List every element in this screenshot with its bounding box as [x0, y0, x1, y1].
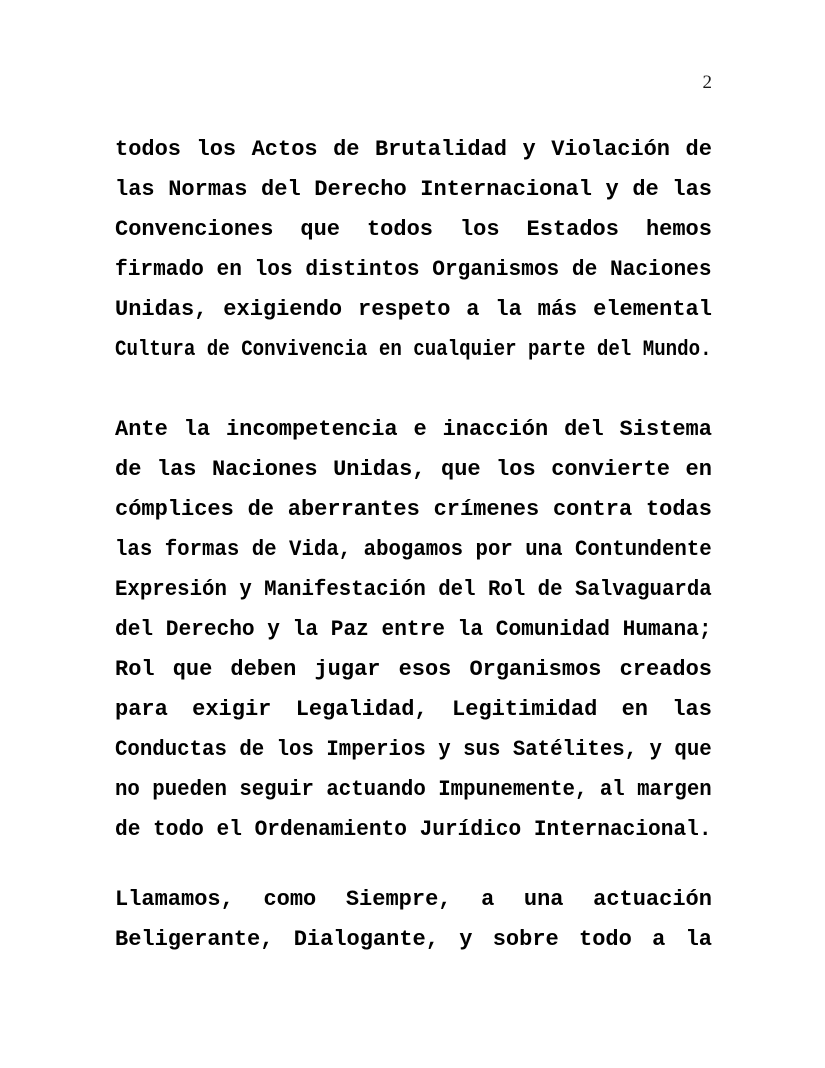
word: la: [685, 927, 712, 952]
text-line: [115, 920, 712, 960]
paragraph: [115, 130, 712, 370]
word: del: [564, 417, 604, 442]
word: como: [263, 887, 317, 912]
page-number: 2: [702, 72, 712, 93]
word: Siempre,: [345, 887, 452, 912]
word: las: [672, 177, 712, 202]
text-line: [115, 410, 712, 450]
word: a: [466, 297, 480, 322]
word: crímenes: [433, 497, 540, 522]
word: Legitimidad: [452, 697, 598, 722]
word: todas: [645, 497, 712, 522]
word: Beligerante,: [115, 927, 274, 952]
text-line: Expresión y Manifestación del Rol de Salvaguarda: [115, 577, 712, 602]
text-line: firmado en los distintos Organismos de Naciones: [115, 257, 712, 282]
word: de: [685, 137, 712, 162]
word: más: [537, 297, 578, 322]
word: Convenciones: [115, 217, 274, 242]
text-line: [115, 170, 712, 210]
word: respeto: [358, 297, 451, 322]
word: Estados: [526, 217, 619, 242]
paragraph: [115, 410, 712, 850]
word: incompetencia: [225, 417, 398, 442]
word: deben: [230, 657, 297, 682]
word: hemos: [645, 217, 712, 242]
word: las: [115, 177, 155, 202]
word: cómplices: [115, 497, 234, 522]
word: la: [495, 297, 522, 322]
word: actuación: [593, 887, 712, 912]
word: Unidas,: [333, 457, 426, 482]
word: jugar: [314, 657, 381, 682]
word: e: [413, 417, 427, 442]
word: y: [459, 927, 473, 952]
word: Violación: [551, 137, 671, 162]
text-line: no pueden seguir actuando Impunemente, al margen: [115, 777, 712, 802]
word: Llamamos,: [115, 887, 234, 912]
word: Rol: [115, 657, 155, 682]
word: de: [115, 457, 142, 482]
word: Legalidad,: [295, 697, 428, 722]
text-line: de todo el Ordenamiento Jurídico Internacional.: [115, 817, 712, 842]
text-line: [115, 210, 712, 250]
word: Actos: [251, 137, 318, 162]
word: y: [605, 177, 619, 202]
word: contra: [552, 497, 633, 522]
word: Brutalidad: [374, 137, 508, 162]
word: los: [196, 137, 237, 162]
word: del: [261, 177, 301, 202]
word: a: [481, 887, 495, 912]
word: Organismos: [469, 657, 602, 682]
word: en: [685, 457, 712, 482]
word: Naciones: [211, 457, 318, 482]
word: de: [247, 497, 274, 522]
word: una: [523, 887, 564, 912]
word: convierte: [551, 457, 671, 482]
word: aberrantes: [287, 497, 420, 522]
word: a: [652, 927, 666, 952]
word: todos: [115, 137, 182, 162]
word: para: [115, 697, 168, 722]
word: Internacional: [420, 177, 592, 202]
word: que: [300, 217, 341, 242]
word: Derecho: [314, 177, 407, 202]
word: Normas: [168, 177, 248, 202]
text-line: Conductas de los Imperios y sus Satélites, y que: [115, 737, 712, 762]
text-line: [115, 650, 712, 690]
text-line: Cultura de Convivencia en cualquier parte del Mundo.: [115, 337, 712, 362]
text-line: [115, 290, 712, 330]
word: elemental: [593, 297, 712, 322]
word: exigiendo: [223, 297, 343, 322]
text-line: las formas de Vida, abogamos por una Contundente: [115, 537, 712, 562]
word: que: [441, 457, 481, 482]
word: los: [496, 457, 536, 482]
word: todos: [366, 217, 433, 242]
paragraph: [115, 880, 712, 960]
word: en: [621, 697, 649, 722]
word: inacción: [442, 417, 549, 442]
word: los: [459, 217, 500, 242]
word: que: [172, 657, 213, 682]
word: las: [156, 457, 197, 482]
word: exigir: [192, 697, 272, 722]
word: creados: [619, 657, 712, 682]
word: Dialogante,: [293, 927, 439, 952]
word: las: [672, 697, 712, 722]
text-line: [115, 880, 712, 920]
word: de: [632, 177, 659, 202]
text-line: [115, 690, 712, 730]
text-line: [115, 130, 712, 170]
word: Sistema: [619, 417, 712, 442]
text-line: del Derecho y la Paz entre la Comunidad Humana;: [115, 617, 712, 642]
text-line: [115, 450, 712, 490]
word: la: [183, 417, 211, 442]
word: Unidas,: [115, 297, 208, 322]
word: de: [333, 137, 360, 162]
document-body: [115, 130, 712, 960]
word: todo: [579, 927, 632, 952]
word: y: [522, 137, 536, 162]
word: Ante: [115, 417, 168, 442]
word: esos: [398, 657, 452, 682]
word: sobre: [492, 927, 559, 952]
text-line: [115, 490, 712, 530]
